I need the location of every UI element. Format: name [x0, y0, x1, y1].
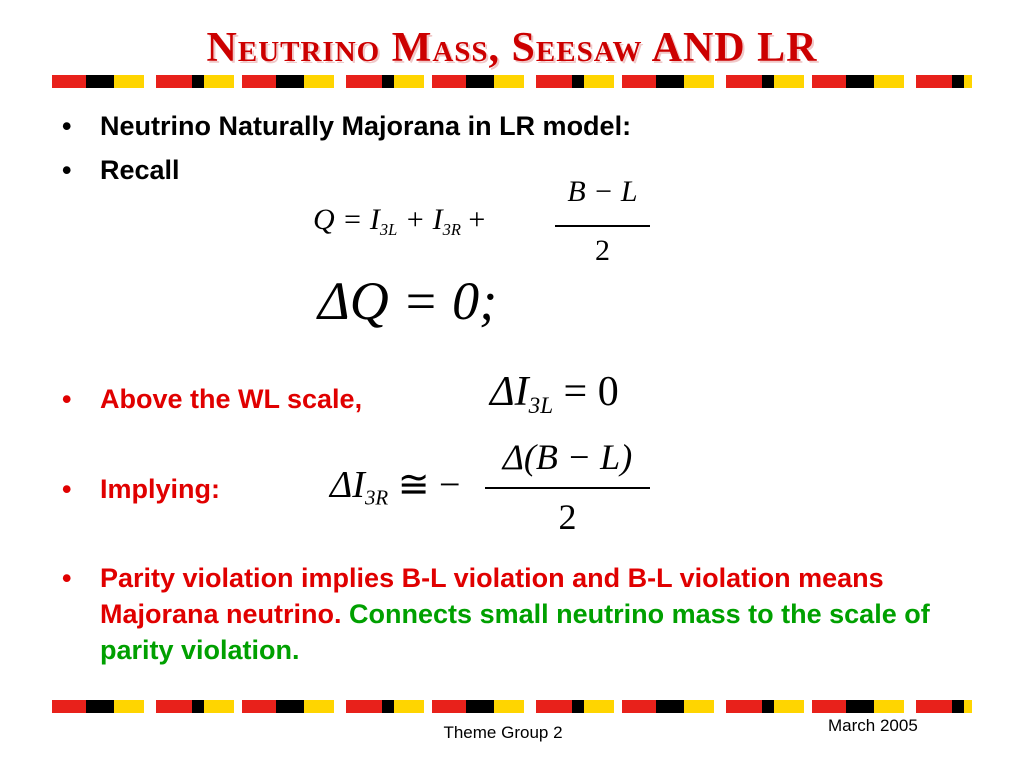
eq1-sub2: 3R — [442, 219, 461, 239]
eq4-denominator: 2 — [558, 497, 577, 537]
bullet-marker: • — [62, 563, 72, 593]
bullet-text-5 — [100, 560, 950, 668]
bullet-marker: • — [62, 155, 72, 185]
slide-title: Neutrino Mass, Seesaw AND LR — [206, 25, 818, 71]
eq1-fraction-line — [555, 225, 650, 227]
eq4-lhs: ΔI — [330, 464, 365, 506]
bullet-marker: • — [62, 111, 72, 141]
bullet-text-3: Above the WL scale, — [100, 384, 363, 414]
top-decorative-stripe — [52, 75, 972, 88]
eq1-numerator: B − L — [567, 175, 638, 208]
eq1-sub1: 3L — [379, 219, 398, 239]
bullet-text-1: Neutrino Naturally Majorana in LR model: — [100, 111, 632, 141]
eq1-plus1: + I — [404, 203, 443, 236]
bullet-5-red-text: Parity violation implies B-L violation and B-L violation means Majorana neutrino. — [100, 563, 884, 629]
footer-center-text: Theme Group 2 — [443, 723, 563, 742]
eq1-lhs: Q = I — [313, 203, 380, 236]
eq1-plus2: + — [468, 203, 486, 236]
eq4-sub: 3R — [364, 485, 389, 510]
bottom-decorative-stripe — [52, 700, 972, 713]
bullet-marker: • — [62, 474, 72, 504]
bullet-marker: • — [62, 384, 72, 414]
bullet-text-2: Recall — [100, 155, 180, 185]
eq4-numerator: Δ(B − L) — [502, 437, 633, 477]
eq1-denominator: 2 — [595, 234, 610, 267]
bullet-5-green-text: Connects small neutrino mass to the scale of parity violation. — [100, 599, 930, 665]
equation-delta-q: ΔQ = 0; — [318, 271, 498, 331]
footer-date: March 2005 — [828, 716, 918, 735]
bullet-text-4: Implying: — [100, 474, 220, 504]
eq4-fraction-line — [485, 487, 650, 489]
eq4-op: ≅ − — [397, 464, 461, 506]
equation-delta-i3l — [490, 368, 619, 419]
eq3-lhs: ΔI — [490, 369, 529, 415]
eq3-rhs: = 0 — [563, 369, 619, 415]
eq3-sub: 3L — [528, 392, 554, 419]
